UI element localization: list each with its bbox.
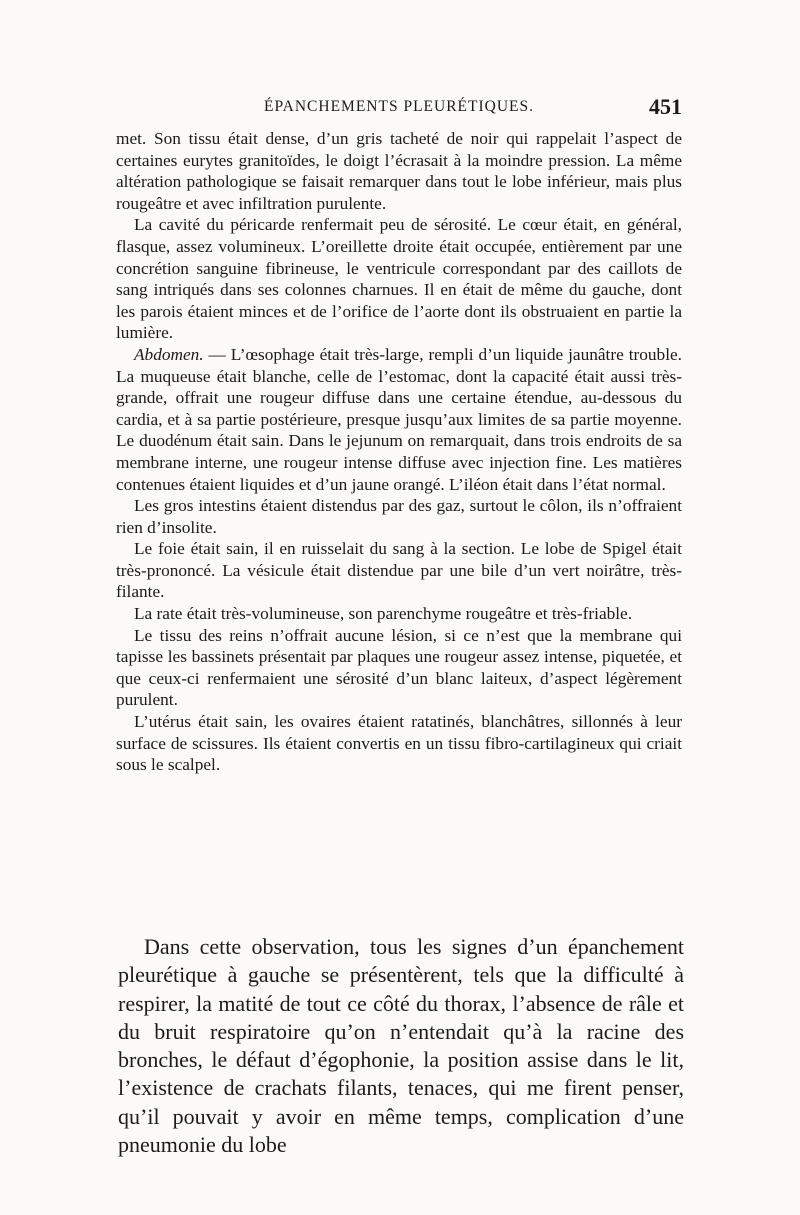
page-number: 451 [649, 94, 682, 119]
paragraph-intestines: Les gros intestins étaient distendus par des gaz, surtout le côlon, ils n’offraient rien d’insolite. [116, 496, 682, 537]
paragraph-liver: Le foie était sain, il en ruisselait du sang à la section. Le lobe de Spigel était très-prononcé. La vésicule était distendue par une bile d’un vert noirâtre, très-filante. [116, 539, 682, 602]
paragraph-lung: met. Son tissu était dense, d’un gris tacheté de noir qui rappelait l’aspect de certaines eurytes granitoïdes, le doigt l’écrasait à la moindre pression. La même altération pathologique se faisait remarquer dans tout le lobe inférieur, mais plus rougeâtre et avec infiltration purulente. [116, 129, 682, 213]
paragraph-spleen: La rate était très-volumineuse, son parenchyme rougeâtre et très-friable. [134, 604, 633, 624]
running-head [116, 94, 682, 118]
paragraph-discussion: Dans cette observation, tous les signes d’un épanchement pleurétique à gauche se présentèrent, tels que la difficulté à respirer, la matité de tout ce côté du thorax, l’absence de râle et du bruit respiratoire qu’on n’entendait qu’à la racine des bronches, le défaut d’égophonie, la position assise dans le lit, l’existence de crachats filants, tenaces, qui me firent penser, qu’il pouvait y avoir en même temps, complication d’une pneumonie du lobe [118, 934, 684, 1158]
paragraph-pericardium: La cavité du péricarde renfermait peu de sérosité. Le cœur était, en général, flasque, assez volumineux. L’oreillette droite était occupée, entièrement par une concrétion sanguine fibrineuse, le ventricule correspondant par des caillots de sang intriqués dans ses colonnes charnues. Il en était de même du gauche, dont les parois étaient minces et de l’orifice de l’aorte dont ils obstruaient en partie la lumière. [116, 215, 682, 343]
paragraph-uterus: L’utérus était sain, les ovaires étaient ratatinés, blanchâtres, sillonnés à leur surface de scissures. Ils étaient convertis en un tissu fibro-cartilagineux qui criait sous le scalpel. [116, 712, 682, 775]
paragraph-abdomen [116, 344, 682, 495]
running-title: ÉPANCHEMENTS PLEURÉTIQUES. [264, 98, 534, 115]
abdomen-text: — L’œsophage était très-large, rempli d’un liquide jaunâtre trouble. La muqueuse était blanche, celle de l’estomac, dont la capacité était aussi très-grande, offrait une rougeur diffuse dans une certaine étendue, au-dessous du cardia, et à sa partie postérieure, presque jusqu’aux limites de sa partie moyenne. Le duodénum était sain. Dans le jejunum on remarquait, dans trois endroits de sa membrane interne, une rougeur intense diffuse avec injection fine. Les matières contenues étaient liquides et d’un jaune orangé. L’iléon était dans l’état normal. [116, 344, 682, 494]
paragraph-kidneys: Le tissu des reins n’offrait aucune lésion, si ce n’est que la membrane qui tapisse les bassinets présentait par plaques une rougeur assez intense, piquetée, et que ceux-ci renfermaient une sérosité d’un blanc laiteux, d’aspect légèrement purulent. [116, 625, 682, 710]
autopsy-notes [116, 128, 682, 776]
section-label-abdomen: Abdomen. [134, 344, 204, 364]
discussion-text [118, 933, 684, 1159]
